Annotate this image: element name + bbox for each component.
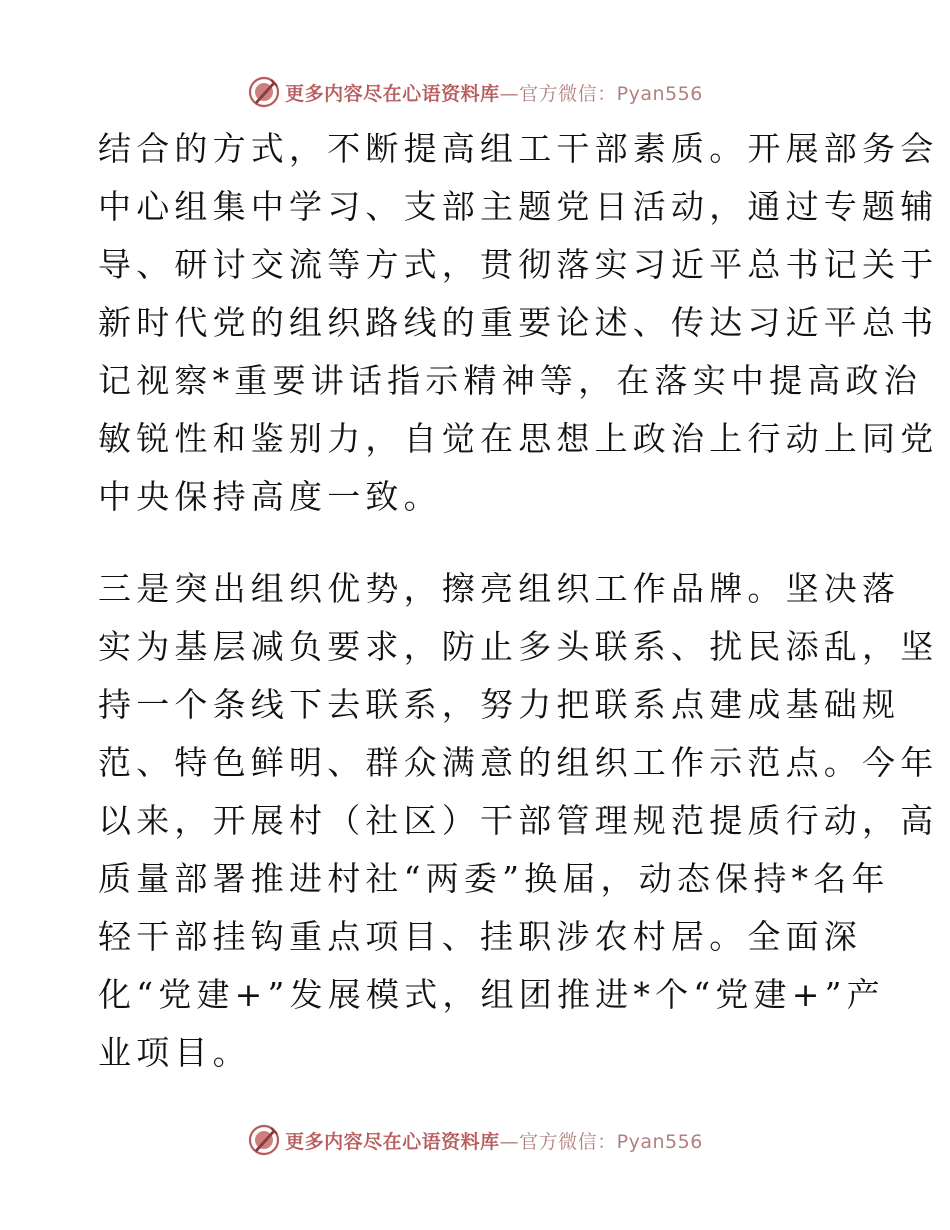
quill-seal-icon: [247, 75, 281, 109]
paragraph-2: [98, 560, 939, 1082]
text-line: 导、研讨交流等方式，贯彻落实习近平总书记关于: [98, 245, 939, 284]
text-line: 实为基层减负要求，防止多头联系、扰民添乱，坚: [98, 627, 939, 666]
text-line: 轻干部挂钩重点项目、挂职涉农村居。全面深: [98, 917, 862, 956]
text-line: 以来，开展村（社区）干部管理规范提质行动，高: [98, 801, 939, 840]
header-contact: 官方微信：Pyan556: [519, 82, 703, 105]
text-line: 质量部署推进村社“两委”换届，动态保持*名年: [98, 859, 890, 898]
paragraph-gap: [98, 526, 858, 560]
footer-lead: 更多内容尽在心语资料库: [285, 1130, 500, 1153]
text-line: 敏锐性和鉴别力，自觉在思想上政治上行动上同党: [98, 419, 939, 458]
footer-contact: 官方微信：Pyan556: [519, 1130, 703, 1153]
text-line: 结合的方式，不断提高组工干部素质。开展部务会: [98, 129, 939, 168]
header-banner: [0, 72, 950, 112]
text-line: 范、特色鲜明、群众满意的组织工作示范点。今年: [98, 743, 939, 782]
text-line: 三是突出组织优势，擦亮组织工作品牌。坚决落: [98, 569, 901, 608]
footer-dash: —: [499, 1130, 520, 1153]
header-lead: 更多内容尽在心语资料库: [285, 82, 500, 105]
header-text: [285, 79, 703, 106]
header-dash: —: [499, 82, 520, 105]
paragraph-1: [98, 120, 939, 526]
footer-text: [285, 1127, 703, 1154]
text-line: 中央保持高度一致。: [98, 477, 442, 516]
text-line: 化“党建+”发展模式，组团推进*个“党建+”产: [98, 975, 885, 1014]
text-line: 业项目。: [98, 1033, 251, 1072]
text-line: 新时代党的组织路线的重要论述、传达习近平总书: [98, 303, 939, 342]
document-body: [98, 120, 939, 1082]
text-line: 中心组集中学习、支部主题党日活动，通过专题辅: [98, 187, 939, 226]
text-line: 持一个条线下去联系，努力把联系点建成基础规: [98, 685, 901, 724]
text-line: 记视察*重要讲话指示精神等，在落实中提高政治: [98, 361, 922, 400]
footer-banner: [0, 1120, 950, 1160]
quill-seal-icon: [247, 1123, 281, 1157]
